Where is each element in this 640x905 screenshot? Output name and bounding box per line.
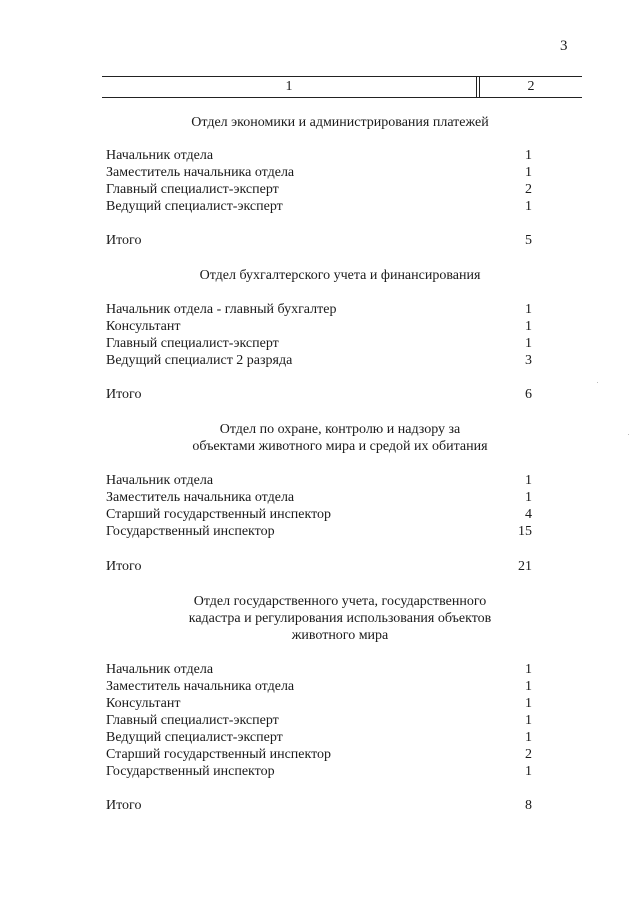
position-label: Главный специалист-эксперт [106, 336, 279, 351]
section-title-line: Отдел государственного учета, государственного [193, 594, 487, 609]
total-row [106, 386, 532, 403]
staff-row [106, 164, 532, 181]
staff-row [106, 352, 532, 369]
staff-row [106, 763, 532, 780]
position-label: Государственный инспектор [106, 764, 275, 779]
position-label: Начальник отдела [106, 148, 214, 163]
total-value: 21 [518, 559, 532, 574]
scan-speck [597, 382, 598, 383]
position-label: Консультант [106, 696, 181, 711]
staff-row [106, 335, 532, 352]
staff-row [106, 198, 532, 215]
position-count: 15 [518, 524, 532, 539]
position-count: 1 [525, 730, 532, 745]
staff-row [106, 147, 532, 164]
staff-row [106, 489, 532, 506]
position-label: Старший государственный инспектор [106, 747, 332, 762]
position-label: Заместитель начальника отдела [106, 679, 295, 694]
position-count: 1 [525, 199, 532, 214]
staff-row [106, 472, 532, 489]
position-label: Заместитель начальника отдела [106, 165, 295, 180]
position-count: 2 [525, 182, 532, 197]
total-label: Итого [106, 387, 142, 402]
staff-row [106, 678, 532, 695]
total-value: 8 [525, 798, 532, 813]
section-title-line: животного мира [291, 628, 389, 643]
column-header-2: 2 [527, 79, 535, 94]
position-label: Главный специалист-эксперт [106, 182, 279, 197]
section-title-line: Отдел по охране, контролю и надзору за [219, 422, 461, 437]
staff-row [106, 181, 532, 198]
position-count: 1 [525, 764, 532, 779]
position-label: Ведущий специалист-эксперт [106, 199, 283, 214]
position-count: 1 [525, 319, 532, 334]
position-count: 2 [525, 747, 532, 762]
staff-row [106, 712, 532, 729]
position-count: 1 [525, 336, 532, 351]
position-label: Начальник отдела [106, 662, 214, 677]
column-header-row [102, 76, 582, 98]
position-label: Ведущий специалист-эксперт [106, 730, 283, 745]
staff-row [106, 301, 532, 318]
section-title-line: объектами животного мира и средой их обитания [192, 439, 488, 454]
section-title: Отдел бухгалтерского учета и финансирования [199, 268, 481, 283]
position-count: 1 [525, 679, 532, 694]
total-value: 6 [525, 387, 532, 402]
staff-row [106, 523, 532, 540]
staff-row [106, 506, 532, 523]
staff-row [106, 661, 532, 678]
position-label: Главный специалист-эксперт [106, 713, 279, 728]
position-count: 1 [525, 713, 532, 728]
total-row [106, 558, 532, 575]
position-label: Начальник отдела [106, 473, 214, 488]
scan-speck [628, 434, 629, 435]
total-label: Итого [106, 233, 142, 248]
position-count: 1 [525, 662, 532, 677]
position-label: Начальник отдела - главный бухгалтер [106, 302, 337, 317]
page-number: 3 [560, 38, 568, 54]
position-count: 4 [525, 507, 532, 522]
column-header-1: 1 [285, 79, 293, 94]
section-title-line: кадастра и регулирования использования объектов [188, 611, 492, 626]
total-value: 5 [525, 233, 532, 248]
staff-row [106, 318, 532, 335]
staff-row [106, 746, 532, 763]
position-label: Ведущий специалист 2 разряда [106, 353, 293, 368]
total-label: Итого [106, 798, 142, 813]
total-row [106, 232, 532, 249]
position-count: 1 [525, 696, 532, 711]
position-label: Старший государственный инспектор [106, 507, 332, 522]
total-label: Итого [106, 559, 142, 574]
position-count: 1 [525, 302, 532, 317]
staff-row [106, 729, 532, 746]
total-row [106, 797, 532, 814]
position-count: 1 [525, 490, 532, 505]
position-label: Заместитель начальника отдела [106, 490, 295, 505]
position-count: 1 [525, 165, 532, 180]
staff-row [106, 695, 532, 712]
position-label: Государственный инспектор [106, 524, 275, 539]
position-count: 1 [525, 148, 532, 163]
position-count: 3 [525, 353, 532, 368]
section-title: Отдел экономики и администрирования платежей [191, 115, 489, 130]
position-label: Консультант [106, 319, 181, 334]
position-count: 1 [525, 473, 532, 488]
